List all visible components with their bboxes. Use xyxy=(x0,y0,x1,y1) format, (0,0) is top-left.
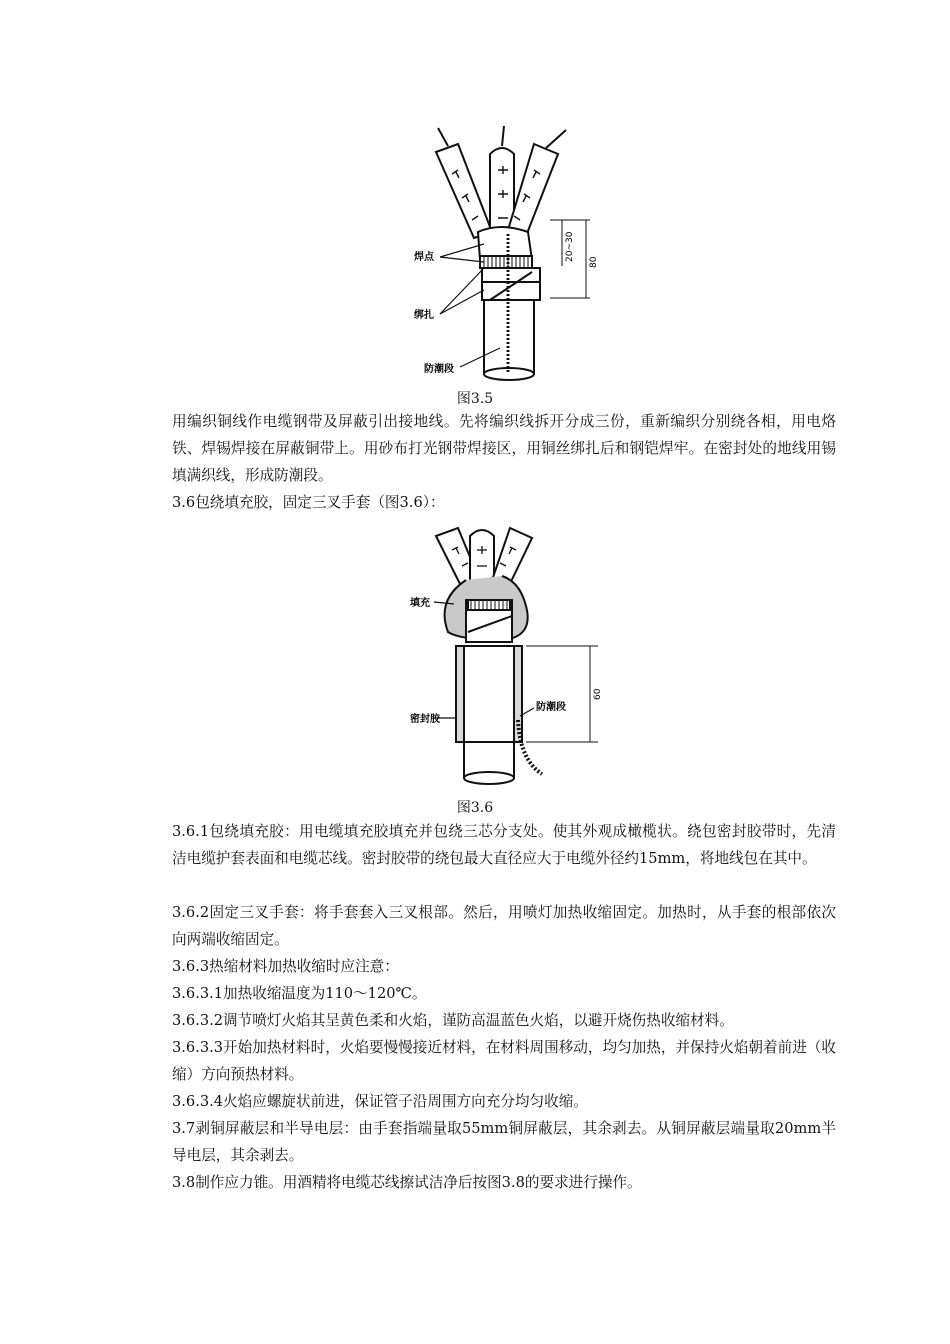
figure-3-5 xyxy=(400,122,600,384)
paragraph-3-7: 3.7剥铜屏蔽层和半导电层：由手套指端量取55mm铜屏蔽层，其余剥去。从铜屏蔽层端量取20mm半导电层，其余剥去。 xyxy=(172,1120,836,1164)
label-moisture-section-2: 防潮段 xyxy=(536,702,566,713)
dim-upper: 20~30 xyxy=(565,231,575,262)
paragraph-3-6-3-2: 3.6.3.2调节喷灯火焰其呈黄色柔和火焰，谨防高温蓝色火焰，以避开烧伤热收缩材料。 xyxy=(172,1012,734,1029)
dim-total: 80 xyxy=(589,256,599,268)
heading-3-6: 3.6包绕填充胶，固定三叉手套（图3.6）： xyxy=(172,494,445,511)
label-sealant: 密封胶 xyxy=(410,714,440,725)
label-binding: 绑扎 xyxy=(414,310,434,321)
figure-3-5-caption: 图3.5 xyxy=(456,391,494,407)
paragraph-3-6-3-4: 3.6.3.4火焰应螺旋状前进，保证管子沿周围方向充分均匀收缩。 xyxy=(172,1093,588,1110)
paragraph-3-6-3-3: 3.6.3.3开始加热材料时，火焰要慢慢接近材料，在材料周围移动，均匀加热，并保持火焰朝着前进（收缩）方向预热材料。 xyxy=(172,1039,836,1083)
paragraph-3-6-2: 3.6.2固定三叉手套：将手套套入三叉根部。然后，用喷灯加热收缩固定。加热时，从手套的根部依次向两端收缩固定。 xyxy=(172,904,836,948)
cable-grounding-diagram xyxy=(400,122,600,384)
paragraph-3-5: 用编织铜线作电缆钢带及屏蔽引出接地线。先将编织线拆开分成三份，重新编织分别绕各相，用电烙铁、焊锡焊接在屏蔽铜带上。用砂布打光钢带焊接区，用铜丝绑扎后和钢铠焊牢。在密封处的地线用锡填满织线，形成防潮段。 xyxy=(172,413,836,484)
dim-length: 60 xyxy=(593,688,603,700)
paragraph-3-6-3-1: 3.6.3.1加热收缩温度为110～120℃。 xyxy=(172,985,427,1002)
paragraph-3-6-1: 3.6.1包绕填充胶：用电缆填充胶填充并包绕三芯分支处。使其外观成橄榄状。绕包密封胶带时，先清洁电缆护套表面和电缆芯线。密封胶带的绕包最大直径应大于电缆外径约15mm，将地线包在其中。 xyxy=(172,823,836,867)
paragraph-3-8: 3.8制作应力锥。用酒精将电缆芯线擦试洁净后按图3.8的要求进行操作。 xyxy=(172,1174,642,1191)
figure-3-6-caption: 图3.6 xyxy=(456,800,494,816)
figure-3-6 xyxy=(408,520,608,788)
paragraph-3-6-3: 3.6.3热缩材料加热收缩时应注意： xyxy=(172,958,399,975)
label-weld-point: 焊点 xyxy=(414,252,434,263)
filler-glove-diagram xyxy=(408,520,608,788)
label-filler: 填充 xyxy=(410,598,430,609)
label-moisture-section: 防潮段 xyxy=(424,364,454,375)
